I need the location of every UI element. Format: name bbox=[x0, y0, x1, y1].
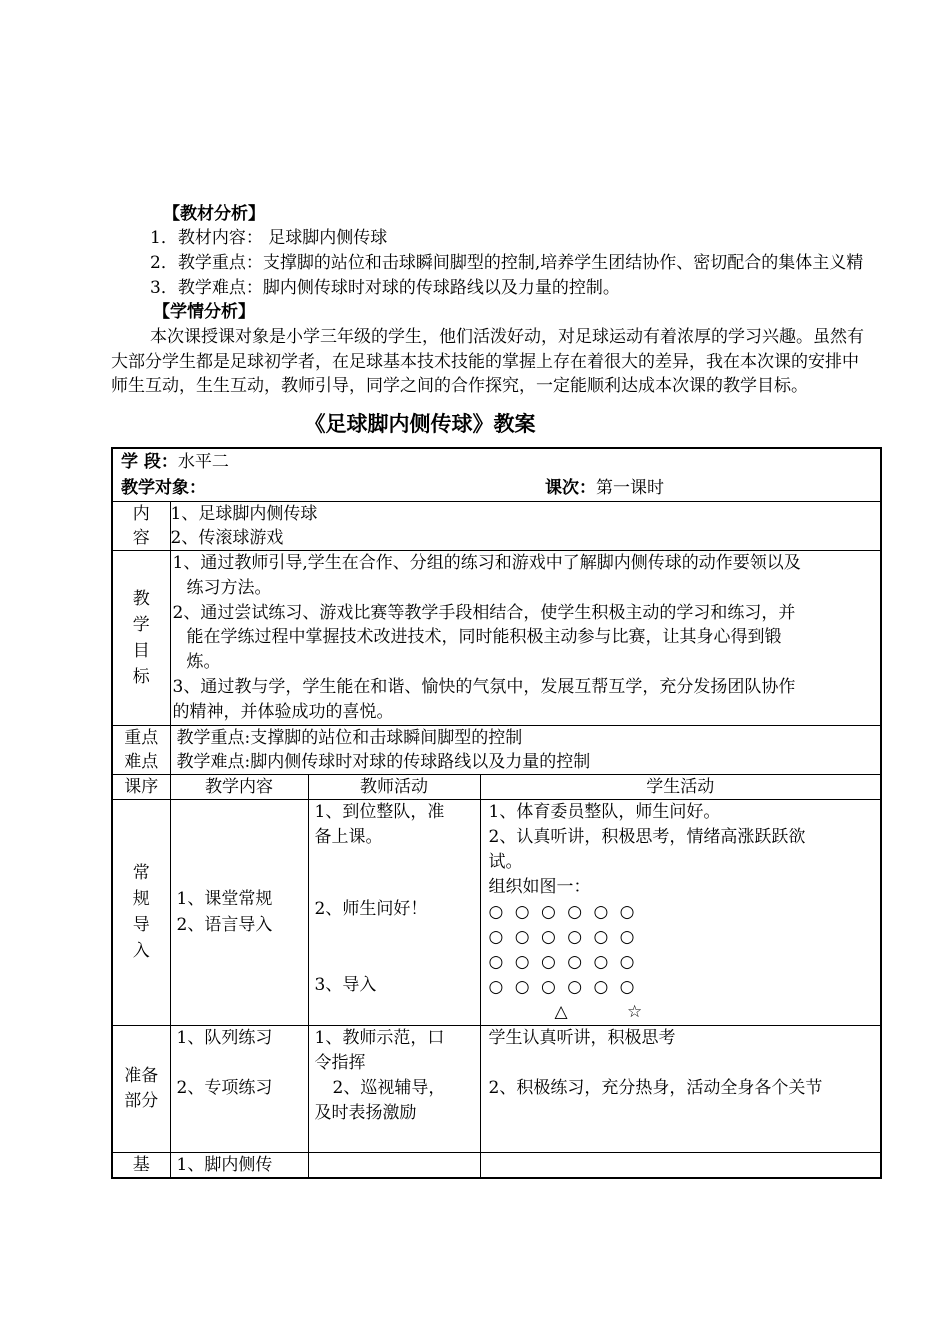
content-label-1: 内 bbox=[132, 504, 150, 524]
prep-teacher-2a: 2、巡视辅导， bbox=[332, 1077, 446, 1098]
key-label-2: 难点 bbox=[124, 751, 159, 772]
header-student: 学生活动 bbox=[480, 774, 881, 799]
routine-content-1: 1、课堂常规 bbox=[176, 889, 273, 910]
stage-label: 学 段： bbox=[121, 452, 178, 472]
prep-label-1: 准备 bbox=[124, 1065, 159, 1086]
goal-label-4: 标 bbox=[132, 666, 150, 687]
basic-content: 1、脚内侧传 bbox=[170, 1152, 308, 1178]
lesson-plan-table bbox=[111, 447, 882, 1179]
header-sequence: 课序 bbox=[112, 774, 170, 799]
goal-2-line-2: 能在学练过程中掌握技术改进技术，同时能积极主动参与比赛，让其身心得到锻 bbox=[186, 627, 782, 648]
content-item-1: 1、足球脚内侧传球 bbox=[170, 504, 318, 524]
key-label-1: 重点 bbox=[124, 727, 159, 748]
prep-label-2: 部分 bbox=[124, 1090, 159, 1111]
teaching-difficulty-item: 3．教学难点：脚内侧传球时对球的传球路线以及力量的控制。 bbox=[150, 278, 620, 298]
student-analysis-line-1: 本次课授课对象是小学三年级的学生，他们活泼好动，对足球运动有着浓厚的学习兴趣。虽然有 bbox=[150, 327, 864, 347]
prep-teacher-1b: 令指挥 bbox=[314, 1052, 366, 1073]
goal-label-2: 学 bbox=[132, 614, 150, 635]
lesson-value: 第一课时 bbox=[596, 478, 664, 498]
header-row bbox=[112, 774, 881, 799]
prep-student-1: 学生认真听讲，积极思考 bbox=[488, 1027, 676, 1048]
goal-3-line-2: 的精神，并体验成功的喜悦。 bbox=[172, 701, 394, 722]
goals-row bbox=[112, 551, 881, 726]
routine-teacher-1a: 1、到位整队，准 bbox=[314, 801, 445, 822]
prep-row bbox=[112, 1025, 881, 1152]
difficulty-point: 教学难点:脚内侧传球时对球的传球路线以及力量的控制 bbox=[176, 751, 591, 772]
routine-teacher-3: 3、导入 bbox=[314, 974, 377, 995]
key-point: 教学重点:支撑脚的站位和击球瞬间脚型的控制 bbox=[176, 727, 523, 748]
prep-teacher-2b: 及时表扬激励 bbox=[314, 1102, 417, 1123]
heading-textbook-analysis: 【教材分析】 bbox=[163, 204, 265, 224]
key-points-row bbox=[112, 725, 881, 774]
stage-row bbox=[112, 448, 881, 502]
routine-label-3: 导 bbox=[132, 915, 150, 936]
content-label-2: 容 bbox=[132, 528, 150, 548]
routine-content-2: 2、语言导入 bbox=[176, 915, 273, 936]
target-label: 教学对象： bbox=[121, 478, 206, 498]
heading-student-analysis: 【学情分析】 bbox=[153, 302, 255, 322]
prep-content-2: 2、专项练习 bbox=[176, 1077, 273, 1098]
routine-teacher-1b: 备上课。 bbox=[314, 826, 383, 847]
routine-row bbox=[112, 799, 881, 1025]
routine-label-1: 常 bbox=[132, 863, 150, 884]
formation-row-3: ○ ○ ○ ○ ○ ○ bbox=[488, 951, 638, 972]
routine-label-4: 入 bbox=[132, 941, 150, 962]
routine-student-2a: 2、认真听讲，积极思考，情绪高涨跃跃欲 bbox=[488, 826, 806, 847]
goal-label-3: 目 bbox=[132, 640, 150, 661]
prep-content-1: 1、队列练习 bbox=[176, 1027, 273, 1048]
formation-row-2: ○ ○ ○ ○ ○ ○ bbox=[488, 926, 638, 947]
lesson-label: 课次： bbox=[545, 478, 596, 498]
goal-3-line-1: 3、通过教与学，学生能在和谐、愉快的气氛中，发展互帮互学，充分发扬团队协作 bbox=[172, 676, 796, 697]
routine-student-1: 1、体育委员整队，师生问好。 bbox=[488, 801, 721, 822]
content-row bbox=[112, 502, 881, 551]
routine-label-2: 规 bbox=[132, 889, 150, 910]
header-content: 教学内容 bbox=[170, 774, 308, 799]
basic-row bbox=[112, 1152, 881, 1178]
formation-row-1: ○ ○ ○ ○ ○ ○ bbox=[488, 901, 638, 922]
page-title: 《足球脚内侧传球》教案 bbox=[304, 412, 536, 436]
prep-student-2: 2、积极练习，充分热身，活动全身各个关节 bbox=[488, 1077, 823, 1098]
routine-student-3: 组织如图一： bbox=[488, 876, 591, 897]
basic-label: 基 bbox=[112, 1152, 170, 1178]
goal-1-line-1: 1、通过教师引导,学生在合作、分组的练习和游戏中了解脚内侧传球的动作要领以及 bbox=[172, 553, 801, 573]
goal-2-line-3: 炼。 bbox=[186, 652, 221, 673]
routine-student-2b: 试。 bbox=[488, 851, 523, 872]
student-analysis-line-3: 师生互动，生生互动，教师引导，同学之间的合作探究，一定能顺利达成本次课的教学目标。 bbox=[111, 376, 808, 396]
formation-teacher-marks: △ ☆ bbox=[554, 1001, 643, 1022]
goal-label-1: 教 bbox=[132, 588, 150, 609]
goal-1-line-2: 练习方法。 bbox=[186, 577, 272, 598]
textbook-content-item: 1．教材内容： 足球脚内侧传球 bbox=[150, 228, 388, 248]
content-item-2: 2、传滚球游戏 bbox=[170, 528, 284, 548]
routine-teacher-2: 2、师生问好！ bbox=[314, 898, 428, 919]
basic-teacher-cell bbox=[308, 1152, 480, 1178]
basic-student-cell bbox=[480, 1152, 881, 1178]
student-analysis-line-2: 大部分学生都是足球初学者，在足球基本技术技能的掌握上存在着很大的差异，我在本次课的安排中 bbox=[111, 352, 859, 372]
prep-teacher-1a: 1、教师示范，口 bbox=[314, 1027, 445, 1048]
header-teacher: 教师活动 bbox=[308, 774, 480, 799]
stage-value: 水平二 bbox=[177, 452, 229, 472]
formation-row-4: ○ ○ ○ ○ ○ ○ bbox=[488, 976, 638, 997]
goal-2-line-1: 2、通过尝试练习、游戏比赛等教学手段相结合，使学生积极主动的学习和练习，并 bbox=[172, 602, 796, 623]
teaching-focus-item: 2．教学重点：支撑脚的站位和击球瞬间脚型的控制,培养学生团结协作、密切配合的集体主义精 bbox=[150, 253, 864, 273]
